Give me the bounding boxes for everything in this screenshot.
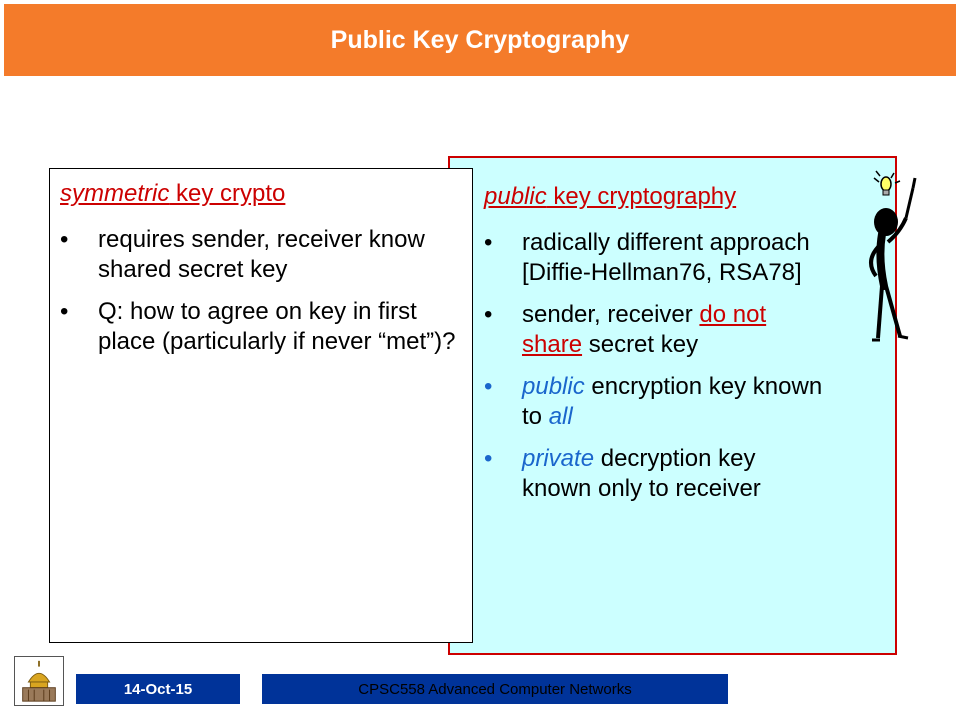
list-item: • public encryption key known to all [484, 373, 823, 430]
public-key-panel [448, 156, 897, 655]
list-item: • requires sender, receiver know shared secret key [60, 226, 425, 283]
public-key-heading: public key cryptography [484, 183, 737, 210]
do-not-share-emphasis: do not share [522, 301, 767, 358]
footer-course-title: CPSC558 Advanced Computer Networks [262, 674, 728, 704]
symmetric-key-panel [49, 168, 473, 643]
list-item: • private decryption key known only to receiver [484, 445, 761, 502]
footer-date: 14-Oct-15 [76, 674, 240, 704]
symmetric-key-bullets [60, 225, 460, 369]
building-dome-logo-icon [14, 656, 64, 706]
slide-title: Public Key Cryptography [330, 25, 630, 54]
list-item: • sender, receiver do not share secret key [484, 301, 767, 358]
list-item: • radically different approach [Diffie-Hellman76, RSA78] [484, 229, 810, 286]
slide-title-bar [4, 4, 956, 76]
public-key-bullets [484, 228, 824, 516]
idea-stick-figure-icon [858, 168, 928, 348]
list-item: • Q: how to agree on key in first place (particularly if never “met”)? [60, 298, 456, 355]
symmetric-key-heading: symmetric key crypto [60, 180, 286, 207]
